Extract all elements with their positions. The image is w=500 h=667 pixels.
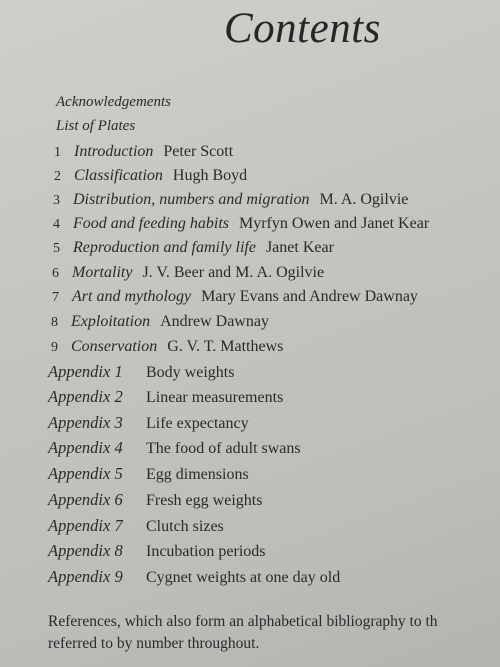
chapter-title: Exploitation [71,313,151,330]
appendix-row [48,413,249,433]
front-matter-list-of-plates: List of Plates [56,118,136,134]
chapter-title: Distribution, numbers and migration [73,191,310,208]
chapter-row [54,167,247,185]
appendix-label: Appendix [48,387,111,406]
chapter-author: Myrfyn Owen and Janet Kear [238,215,430,232]
chapter-row [53,215,429,233]
appendix-row [48,464,249,484]
chapter-author: J. V. Beer and M. A. Ogilvie [142,264,325,281]
appendix-title: Body weights [146,364,235,381]
appendix-number: 8 [114,541,123,560]
chapter-number: 3 [53,193,60,208]
chapter-author: Peter Scott [163,143,234,160]
appendix-number: 6 [114,490,123,509]
chapter-number: 4 [53,217,60,232]
appendix-number: 5 [114,464,123,483]
chapter-number: 1 [54,145,61,160]
appendix-row [48,490,262,510]
appendix-row [48,387,283,407]
chapter-author: M. A. Ogilvie [319,191,409,208]
chapter-title: Conservation [71,338,158,355]
appendix-row [48,516,224,536]
appendix-label: Appendix [48,490,111,509]
appendix-title: Cygnet weights at one day old [146,569,341,586]
chapter-row [53,239,334,257]
chapter-row [52,288,418,306]
appendix-title: Fresh egg weights [146,492,263,509]
appendix-number: 2 [114,387,123,406]
appendix-label: Appendix [48,464,111,483]
appendix-number: 1 [114,362,123,381]
appendix-title: Linear measurements [146,389,284,406]
chapter-row [53,191,408,209]
page-title: Contents [224,5,381,52]
appendix-row [48,362,234,382]
appendix-title: Clutch sizes [146,518,224,535]
chapter-author: Mary Evans and Andrew Dawnay [201,288,418,305]
chapter-number: 8 [51,315,58,330]
appendix-title: Incubation periods [146,543,266,560]
references-note-line: referred to by number throughout. [48,635,260,652]
chapter-title: Art and mythology [72,288,192,305]
chapter-title: Mortality [72,264,133,281]
appendix-title: Life expectancy [146,415,249,432]
chapter-number: 2 [54,169,61,184]
appendix-label: Appendix [48,567,111,586]
chapter-title: Introduction [74,143,154,160]
appendix-label: Appendix [48,516,111,535]
chapter-title: Food and feeding habits [73,215,229,232]
front-matter-acknowledgements: Acknowledgements [56,94,171,110]
appendix-number: 3 [114,413,123,432]
chapter-author: Janet Kear [265,239,334,256]
appendix-number: 9 [114,567,123,586]
chapter-row [51,338,283,356]
appendix-label: Appendix [48,438,111,457]
chapter-number: 7 [52,290,59,305]
chapter-number: 9 [51,340,58,355]
appendix-title: The food of adult swans [146,440,301,457]
chapter-number: 5 [53,241,60,256]
appendix-title: Egg dimensions [146,466,249,483]
references-note-line: References, which also form an alphabetical bibliography to th [48,613,438,630]
chapter-author: Andrew Dawnay [160,313,269,330]
chapter-author: Hugh Boyd [172,167,248,184]
chapter-author: G. V. T. Matthews [167,338,284,355]
chapter-number: 6 [52,266,59,281]
chapter-title: Classification [74,167,163,184]
appendix-row [48,541,266,561]
appendix-number: 7 [114,516,123,535]
appendix-number: 4 [114,438,123,457]
chapter-row [51,313,269,331]
appendix-label: Appendix [48,362,111,381]
appendix-row [48,567,340,587]
appendix-label: Appendix [48,413,111,432]
chapter-title: Reproduction and family life [73,239,256,256]
appendix-label: Appendix [48,541,111,560]
chapter-row [52,264,324,282]
references-note [48,611,500,655]
chapter-row [54,143,233,161]
appendix-row [48,438,301,458]
